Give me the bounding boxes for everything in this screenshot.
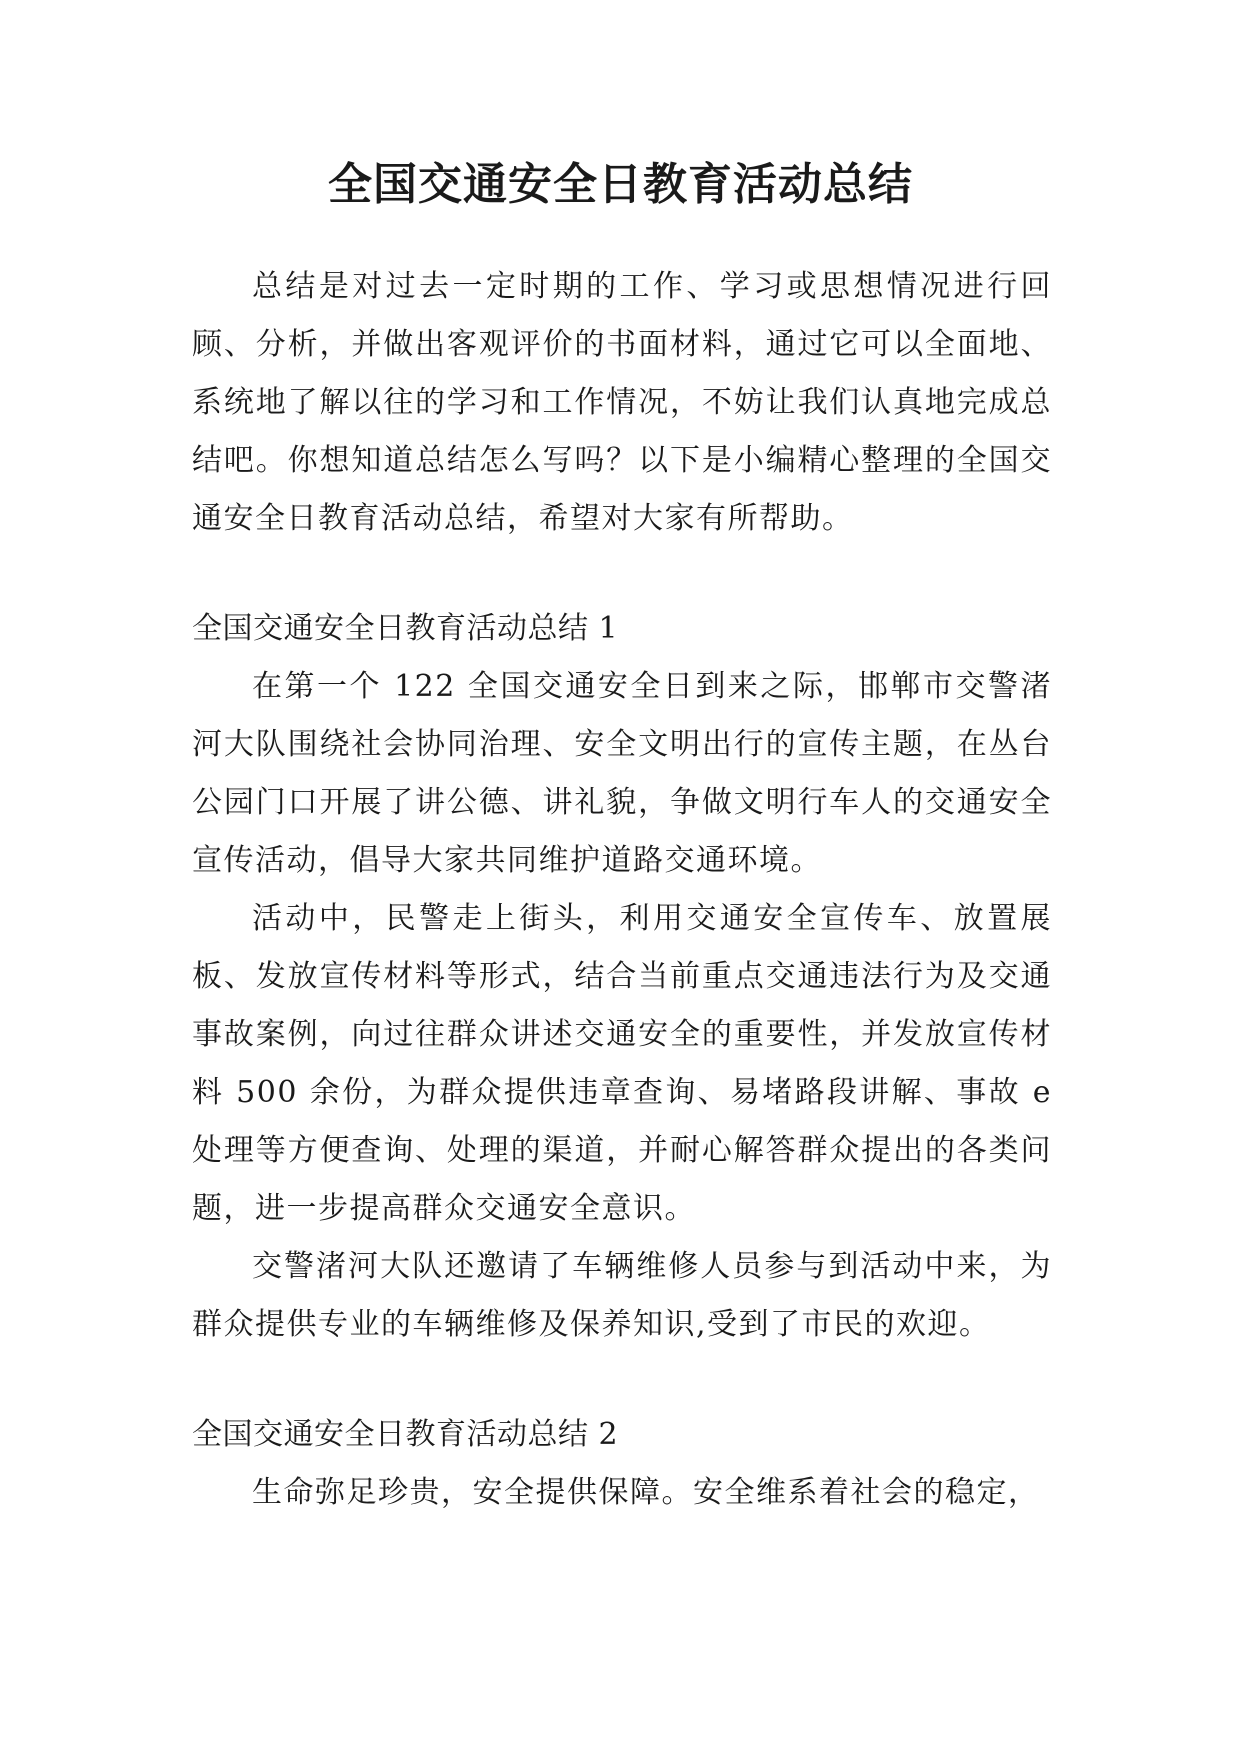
document-body — [192, 258, 1052, 1522]
section-heading-2: 全国交通安全日教育活动总结 2 — [192, 1417, 619, 1452]
section-heading-1: 全国交通安全日教育活动总结 1 — [192, 611, 619, 646]
section-2-paragraph-1: 生命弥足珍贵，安全提供保障。安全维系着社会的稳定， — [252, 1475, 1040, 1510]
section-1-paragraph-2: 活动中，民警走上街头，利用交通安全宣传车、放置展板、发放宣传材料等形式，结合当前重点交通违法行为及交通事故案例，向过往群众讲述交通安全的重要性，并发放宣传材料 500 余份，为群众提供违章查询、易堵路段讲解、事故 e 处理等方便查询、处理的渠道，并耐心解答群众提出的各类问题，进一步提高群众交通安全意识。 — [192, 901, 1052, 1226]
section-1-paragraph-1: 在第一个 122 全国交通安全日到来之际，邯郸市交警渚河大队围绕社会协同治理、安全文明出行的宣传主题，在丛台公园门口开展了讲公德、讲礼貌，争做文明行车人的交通安全宣传活动，倡导大家共同维护道路交通环境。 — [192, 669, 1052, 878]
section-gap — [192, 548, 1052, 600]
intro-paragraph: 总结是对过去一定时期的工作、学习或思想情况进行回顾、分析，并做出客观评价的书面材料，通过它可以全面地、系统地了解以往的学习和工作情况，不妨让我们认真地完成总结吧。你想知道总结怎么写吗？以下是小编精心整理的全国交通安全日教育活动总结，希望对大家有所帮助。 — [192, 269, 1052, 536]
section-1-paragraph-3: 交警渚河大队还邀请了车辆维修人员参与到活动中来，为群众提供专业的车辆维修及保养知识,受到了市民的欢迎。 — [192, 1249, 1052, 1342]
document-title: 全国交通安全日教育活动总结 — [328, 159, 913, 210]
section-gap — [192, 1354, 1052, 1406]
